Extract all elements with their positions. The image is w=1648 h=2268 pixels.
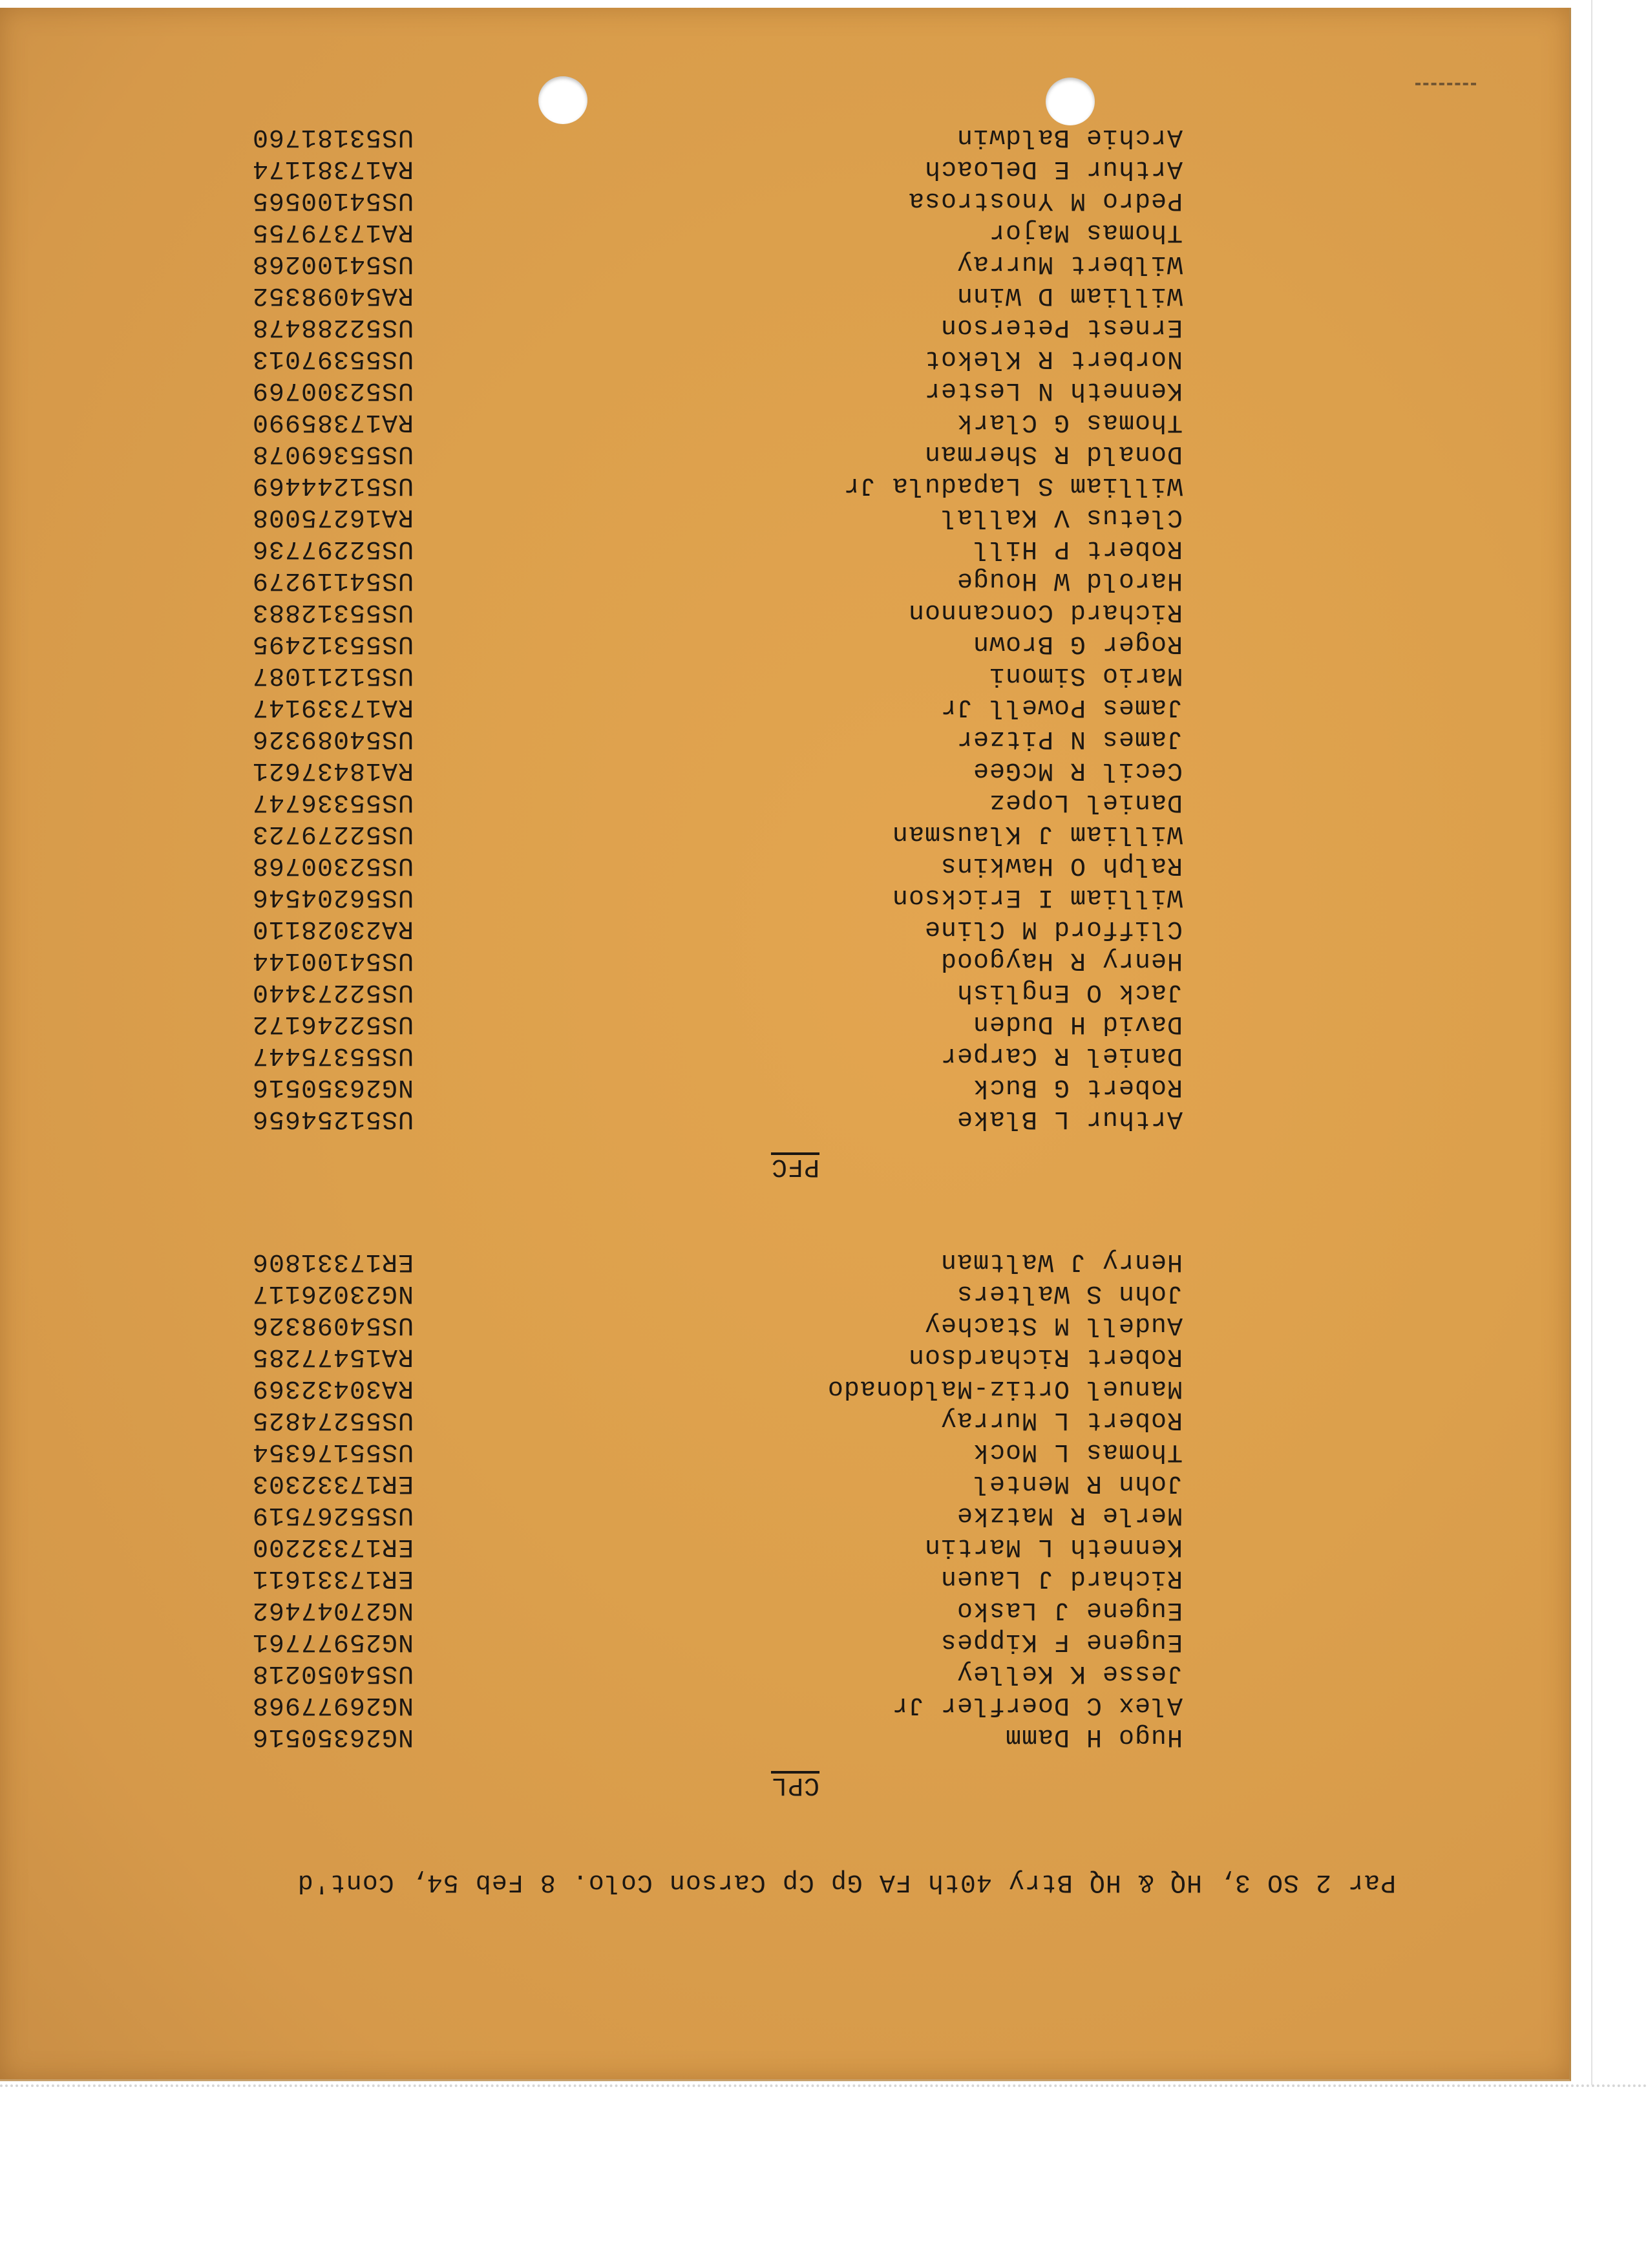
soldier-name: Henry R Haygood bbox=[940, 946, 1183, 975]
soldier-name: Eugene J Lasko bbox=[956, 1595, 1183, 1624]
soldier-name: Cletus V Kallal bbox=[940, 502, 1183, 531]
service-number: US55176354 bbox=[251, 1437, 414, 1466]
service-number: US55397013 bbox=[251, 344, 414, 373]
roster-entry bbox=[168, 1309, 1183, 1341]
soldier-name: Merle R Matzke bbox=[956, 1500, 1183, 1529]
soldier-name: Thomas Major bbox=[988, 217, 1183, 246]
service-number: NG23026117 bbox=[251, 1278, 414, 1308]
soldier-name: Robert P Hill bbox=[972, 534, 1183, 563]
service-number: US53181760 bbox=[251, 122, 414, 151]
soldier-name: Robert L Murray bbox=[940, 1405, 1183, 1434]
service-number: RA17381174 bbox=[251, 154, 414, 183]
service-number: NG26350516 bbox=[251, 1072, 414, 1101]
service-number: US55369078 bbox=[251, 439, 414, 468]
roster-entry bbox=[168, 501, 1183, 533]
soldier-name: David H Duden bbox=[972, 1009, 1183, 1038]
service-number: ER17331806 bbox=[251, 1247, 414, 1276]
sleeve-side-edge bbox=[1591, 0, 1592, 2085]
roster-entry bbox=[168, 691, 1183, 723]
roster-entry bbox=[168, 1008, 1183, 1039]
soldier-name: William S Lapadula Jr bbox=[843, 471, 1183, 500]
service-number: ER17332303 bbox=[251, 1468, 414, 1498]
service-number: US55336747 bbox=[251, 787, 414, 816]
service-number: US52273440 bbox=[251, 977, 414, 1006]
roster-entry bbox=[168, 849, 1183, 881]
soldier-name: John R Mentel bbox=[972, 1468, 1183, 1498]
service-number: US54100268 bbox=[251, 249, 414, 278]
soldier-name: Robert Richardson bbox=[907, 1342, 1183, 1371]
soldier-name: William D Winn bbox=[956, 281, 1183, 310]
service-number: US51211087 bbox=[251, 661, 414, 690]
roster-entry bbox=[168, 628, 1183, 659]
roster-entry bbox=[168, 1531, 1183, 1562]
service-number: RA18437621 bbox=[251, 756, 414, 785]
roster-entry bbox=[168, 438, 1183, 469]
soldier-name: Arthur E DeLoach bbox=[924, 154, 1183, 183]
soldier-name: Alex C Doerfler Jr bbox=[891, 1690, 1183, 1719]
soldier-name: William I Erickson bbox=[891, 882, 1183, 911]
roster-entry bbox=[168, 1071, 1183, 1103]
service-number: US51244469 bbox=[251, 471, 414, 500]
soldier-name: Roger G Brown bbox=[972, 629, 1183, 658]
service-number: US54100144 bbox=[251, 946, 414, 975]
roster-entry bbox=[168, 1341, 1183, 1372]
soldier-name: James Powell Jr bbox=[940, 692, 1183, 721]
pfc-roster bbox=[168, 121, 1183, 1134]
roster-entry bbox=[168, 944, 1183, 976]
soldier-name: Kenneth L Martin bbox=[924, 1532, 1183, 1561]
roster-entry bbox=[168, 153, 1183, 184]
service-number: US52297736 bbox=[251, 534, 414, 563]
roster-entry bbox=[168, 1721, 1183, 1752]
roster-entry bbox=[168, 659, 1183, 691]
service-number: RA17379755 bbox=[251, 217, 414, 246]
soldier-name: James N Pitzer bbox=[956, 724, 1183, 753]
roster-entry bbox=[168, 469, 1183, 501]
roster-entry bbox=[168, 1103, 1183, 1134]
roster-entry bbox=[168, 1689, 1183, 1721]
service-number: US55375447 bbox=[251, 1041, 414, 1070]
soldier-name: Henry J Waltman bbox=[940, 1247, 1183, 1276]
soldier-name: Richard Concannon bbox=[907, 597, 1183, 626]
service-number: RA15477285 bbox=[251, 1342, 414, 1371]
soldier-name: Mario Simoni bbox=[988, 661, 1183, 690]
section-label-pfc: PFC bbox=[770, 1152, 819, 1181]
soldier-name: Wilbert Murray bbox=[956, 249, 1183, 278]
soldier-name: Arthur L Blake bbox=[956, 1104, 1183, 1133]
roster-entry bbox=[168, 1436, 1183, 1467]
roster-entry bbox=[168, 374, 1183, 406]
roster-entry bbox=[168, 881, 1183, 913]
soldier-name: Thomas L Mock bbox=[972, 1437, 1183, 1466]
soldier-name: Jack O English bbox=[956, 977, 1183, 1006]
section-label-cpl: CPL bbox=[770, 1770, 819, 1799]
paragraph-heading: Par 2 SO 3, HQ & HQ Btry 40th FA Gp Cp Carson Colo. 8 Feb 54, Cont'd bbox=[297, 1867, 1396, 1896]
service-number: NG27047462 bbox=[251, 1595, 414, 1624]
service-number: RA54098352 bbox=[251, 281, 414, 310]
service-number: US54098326 bbox=[251, 1310, 414, 1339]
roster-entry bbox=[168, 1404, 1183, 1436]
soldier-name: Robert G Buck bbox=[972, 1072, 1183, 1101]
soldier-name: Ernest Peterson bbox=[940, 312, 1183, 341]
service-number: US55267519 bbox=[251, 1500, 414, 1529]
sleeve-edge bbox=[0, 2084, 1648, 2087]
service-number: RA16275008 bbox=[251, 502, 414, 531]
service-number: ER17332200 bbox=[251, 1532, 414, 1561]
roster-entry bbox=[168, 818, 1183, 849]
service-number: US55312883 bbox=[251, 597, 414, 626]
typed-document bbox=[0, 8, 1569, 2079]
soldier-name: Thomas G Clark bbox=[956, 407, 1183, 436]
soldier-name: John S Walters bbox=[956, 1278, 1183, 1308]
roster-entry bbox=[168, 596, 1183, 628]
soldier-name: Eugene F Kippes bbox=[940, 1627, 1183, 1656]
service-number: NG26350516 bbox=[251, 1722, 414, 1751]
service-number: US55312495 bbox=[251, 629, 414, 658]
service-number: RA23028110 bbox=[251, 914, 414, 943]
roster-entry bbox=[168, 311, 1183, 343]
service-number: RA30432369 bbox=[251, 1373, 414, 1403]
service-number: US52300769 bbox=[251, 376, 414, 405]
roster-entry bbox=[168, 1499, 1183, 1531]
roster-entry bbox=[168, 754, 1183, 786]
soldier-name: Archie Baldwin bbox=[956, 122, 1183, 151]
service-number: ER17331611 bbox=[251, 1563, 414, 1593]
roster-entry bbox=[168, 1626, 1183, 1657]
roster-entry bbox=[168, 216, 1183, 248]
soldier-name: Manuel Ortiz-Maldonado bbox=[827, 1373, 1183, 1403]
soldier-name: Ralph O Hawkins bbox=[940, 851, 1183, 880]
roster-entry bbox=[168, 1467, 1183, 1499]
service-number: US51254656 bbox=[251, 1104, 414, 1133]
soldier-name: Norbert R Klekot bbox=[924, 344, 1183, 373]
soldier-name: Pedro M Ynostrosa bbox=[907, 185, 1183, 215]
soldier-name: Daniel Lopez bbox=[988, 787, 1183, 816]
roster-entry bbox=[168, 533, 1183, 564]
service-number: US54119279 bbox=[251, 566, 414, 595]
roster-entry bbox=[168, 1277, 1183, 1309]
soldier-name: Audell M Stachey bbox=[924, 1310, 1183, 1339]
soldier-name: Hugo H Damm bbox=[1004, 1722, 1183, 1751]
soldier-name: Donald R Sherman bbox=[924, 439, 1183, 468]
roster-entry bbox=[168, 786, 1183, 818]
soldier-name: Kenneth N Lester bbox=[924, 376, 1183, 405]
service-number: US56204546 bbox=[251, 882, 414, 911]
roster-entry bbox=[168, 1372, 1183, 1404]
roster-entry bbox=[168, 406, 1183, 438]
soldier-name: Cecil R McGee bbox=[972, 756, 1183, 785]
service-number: US52300768 bbox=[251, 851, 414, 880]
service-number: NG25977761 bbox=[251, 1627, 414, 1656]
soldier-name: Harold W Houge bbox=[956, 566, 1183, 595]
roster-entry bbox=[168, 1562, 1183, 1594]
service-number: RA17339147 bbox=[251, 692, 414, 721]
roster-entry bbox=[168, 184, 1183, 216]
service-number: RA17385990 bbox=[251, 407, 414, 436]
cpl-roster bbox=[168, 1245, 1183, 1752]
service-number: NG26977968 bbox=[251, 1690, 414, 1719]
service-number: US54100565 bbox=[251, 185, 414, 215]
roster-entry bbox=[168, 279, 1183, 311]
soldier-name: Richard J Lauen bbox=[940, 1563, 1183, 1593]
service-number: US54050218 bbox=[251, 1659, 414, 1688]
soldier-name: Daniel R Carper bbox=[940, 1041, 1183, 1070]
roster-entry bbox=[168, 1245, 1183, 1277]
roster-entry bbox=[168, 121, 1183, 153]
roster-entry bbox=[168, 343, 1183, 374]
soldier-name: Clifford M Cline bbox=[924, 914, 1183, 943]
service-number: US54089326 bbox=[251, 724, 414, 753]
soldier-name: Jesse K Kelley bbox=[956, 1659, 1183, 1688]
service-number: US55274825 bbox=[251, 1405, 414, 1434]
soldier-name: William J Klausman bbox=[891, 819, 1183, 848]
roster-entry bbox=[168, 1594, 1183, 1626]
service-number: US52279723 bbox=[251, 819, 414, 848]
roster-entry bbox=[168, 1039, 1183, 1071]
roster-entry bbox=[168, 976, 1183, 1008]
roster-entry bbox=[168, 248, 1183, 279]
roster-entry bbox=[168, 1657, 1183, 1689]
roster-entry bbox=[168, 723, 1183, 754]
roster-entry bbox=[168, 564, 1183, 596]
service-number: US52246172 bbox=[251, 1009, 414, 1038]
roster-entry bbox=[168, 913, 1183, 944]
service-number: US52288478 bbox=[251, 312, 414, 341]
